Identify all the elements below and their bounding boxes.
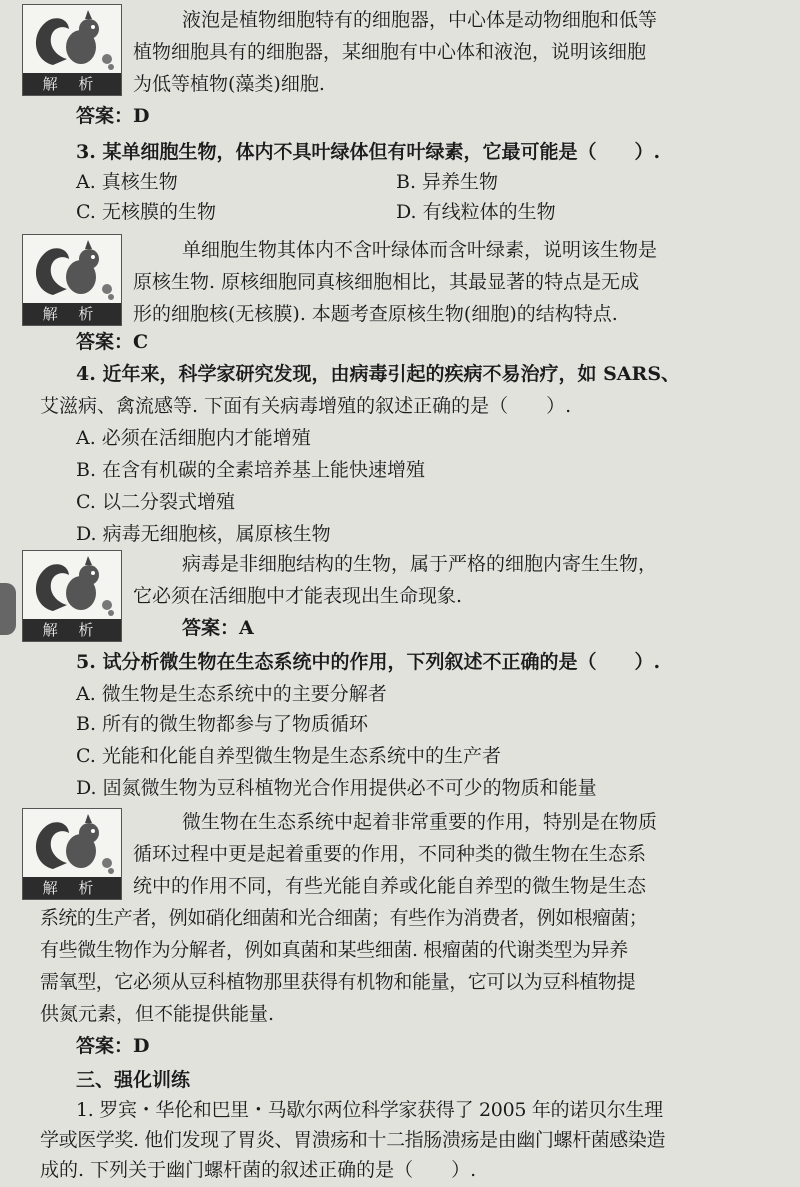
option-b: B. 在含有机碳的全素培养基上能快速增殖 <box>76 459 426 481</box>
squirrel-icon <box>23 809 121 877</box>
answer-text: 答案：D <box>76 105 150 127</box>
question-stem: 1. 罗宾・华伦和巴里・马歇尔两位科学家获得了 2005 年的诺贝尔生理 <box>76 1099 663 1121</box>
option-a: A. 必须在活细胞内才能增殖 <box>76 427 311 449</box>
analysis-line: 单细胞生物其体内不含叶绿体而含叶绿素，说明该生物是 <box>182 239 658 261</box>
analysis-line: 微生物在生态系统中起着非常重要的作用，特别是在物质 <box>182 811 658 833</box>
analysis-badge <box>22 808 122 900</box>
option-d: D. 病毒无细胞核，属原核生物 <box>76 523 331 545</box>
option-c: C. 光能和化能自养型微生物是生态系统中的生产者 <box>76 745 501 767</box>
analysis-badge <box>22 4 122 96</box>
answer-text: 答案：A <box>182 617 254 639</box>
squirrel-icon <box>23 5 121 73</box>
analysis-line: 液泡是植物细胞特有的细胞器，中心体是动物细胞和低等 <box>182 9 658 31</box>
option-c: C. 无核膜的生物 <box>76 201 216 223</box>
page-edge-tab <box>0 583 16 635</box>
option-c: C. 以二分裂式增殖 <box>76 491 235 513</box>
analysis-line: 病毒是非细胞结构的生物，属于严格的细胞内寄生生物， <box>182 553 658 575</box>
option-d: D. 有线粒体的生物 <box>396 201 556 223</box>
squirrel-icon <box>23 235 121 303</box>
analysis-badge <box>22 550 122 642</box>
section-title: 三、强化训练 <box>76 1069 191 1091</box>
squirrel-icon <box>23 551 121 619</box>
answer-text: 答案：C <box>76 331 149 353</box>
option-d: D. 固氮微生物为豆科植物光合作用提供必不可少的物质和能量 <box>76 777 597 799</box>
analysis-line: 有些微生物作为分解者，例如真菌和某些细菌. 根瘤菌的代谢类型为异养 <box>40 939 628 961</box>
question-stem-cont: 艾滋病、禽流感等. 下面有关病毒增殖的叙述正确的是（ ）. <box>40 395 572 417</box>
question-stem: 5. 试分析微生物在生态系统中的作用，下列叙述不正确的是（ ）. <box>76 651 661 673</box>
question-stem: 4. 近年来，科学家研究发现，由病毒引起的疾病不易治疗，如 SARS、 <box>76 363 681 385</box>
analysis-line: 需氧型，它必须从豆科植物那里获得有机物和能量，它可以为豆科植物提 <box>40 971 636 993</box>
analysis-label: 解 析 <box>23 619 121 641</box>
analysis-label: 解 析 <box>23 877 121 899</box>
analysis-line: 系统的生产者，例如硝化细菌和光合细菌；有些作为消费者，例如根瘤菌； <box>40 907 648 929</box>
analysis-label: 解 析 <box>23 73 121 95</box>
bleed-through-text <box>600 430 618 456</box>
analysis-line: 循环过程中更是起着重要的作用，不同种类的微生物在生态系 <box>133 843 647 865</box>
analysis-line: 形的细胞核(无核膜). 本题考查原核生物(细胞)的结构特点. <box>133 303 618 325</box>
option-b: B. 异养生物 <box>396 171 499 193</box>
option-a: A. 真核生物 <box>76 171 178 193</box>
analysis-label: 解 析 <box>23 303 121 325</box>
option-b: B. 所有的微生物都参与了物质循环 <box>76 713 369 735</box>
analysis-line: 原核生物. 原核细胞同真核细胞相比，其最显著的特点是无成 <box>133 271 640 293</box>
analysis-line: 它必须在活细胞中才能表现出生命现象. <box>133 585 463 607</box>
analysis-line: 植物细胞具有的细胞器，某细胞有中心体和液泡，说明该细胞 <box>133 41 647 63</box>
analysis-line: 供氮元素，但不能提供能量. <box>40 1003 275 1025</box>
analysis-line: 统中的作用不同，有些光能自养或化能自养型的微生物是生态 <box>133 875 647 897</box>
analysis-line: 为低等植物(藻类)细胞. <box>133 73 325 95</box>
question-stem: 3. 某单细胞生物，体内不具叶绿体但有叶绿素，它最可能是（ ）. <box>76 141 661 163</box>
analysis-badge <box>22 234 122 326</box>
question-stem-cont: 成的. 下列关于幽门螺杆菌的叙述正确的是（ ）. <box>40 1159 477 1181</box>
option-a: A. 微生物是生态系统中的主要分解者 <box>76 683 387 705</box>
question-stem-cont: 学或医学奖. 他们发现了胃炎、胃溃疡和十二指肠溃疡是由幽门螺杆菌感染造 <box>40 1129 666 1151</box>
answer-text: 答案：D <box>76 1035 150 1057</box>
